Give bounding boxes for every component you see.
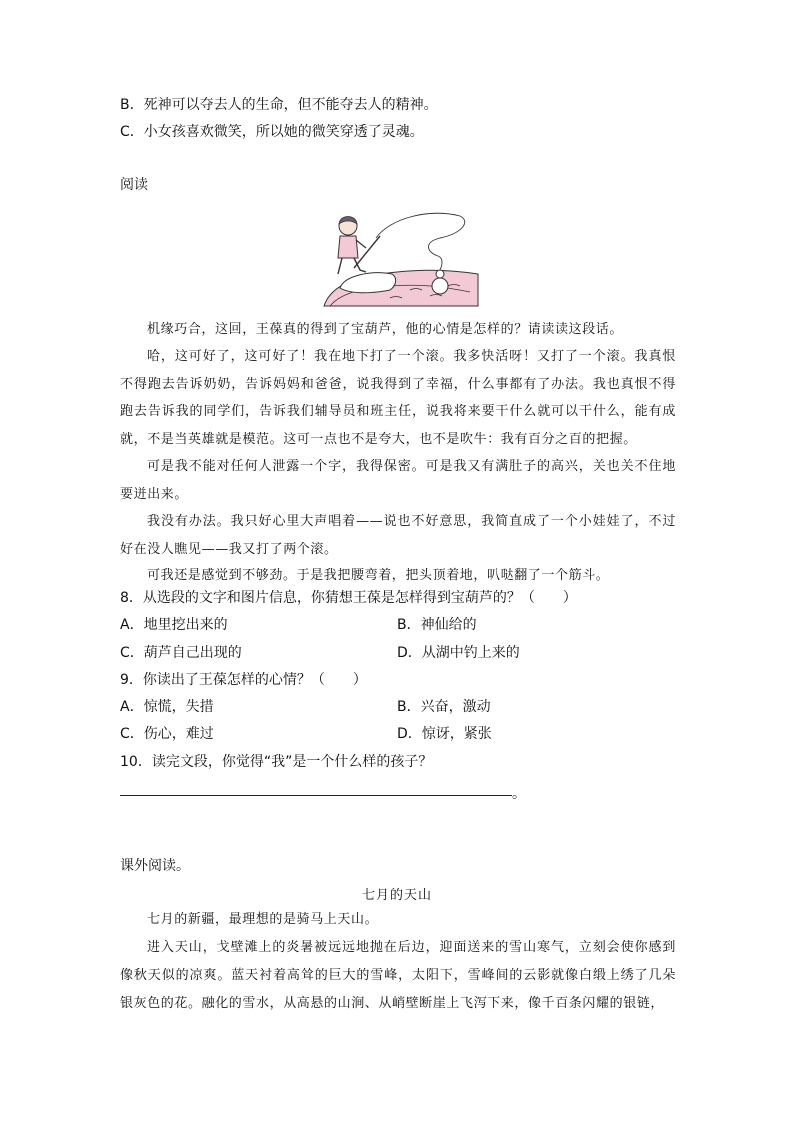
question-9-option-b: B．兴奋，激动 (397, 699, 491, 715)
passage-intro: 机缘巧合，这回，王葆真的得到了宝葫芦，他的心情是怎样的？请读读这段话。 (147, 322, 624, 337)
question-10-answer-line[interactable] (120, 795, 512, 796)
section-label-extracurricular: 课外阅读。 (120, 858, 190, 874)
article-paragraph-2: 进入天山，戈壁滩上的炎暑被远远地抛在后边，迎面送来的雪山寒气，立刻会使你感到像秋天似的凉爽。蓝天衬着高耸的巨大的雪峰，太阳下，雪峰间的云影就像白缎上绣了几朵银灰色的花。融化的雪水，从高悬的山涧、从峭壁断崖上飞泻下来，像千百条闪耀的银链， (120, 940, 676, 1011)
question-8-option-d: D．从湖中钓上来的 (397, 645, 520, 661)
passage-paragraph-3: 我没有办法。我只好心里大声唱着——说也不好意思，我简直成了一个小娃娃了，不过好在没人瞧见——我又打了两个滚。 (120, 514, 676, 557)
section-label-reading: 阅读 (120, 177, 148, 193)
question-8-option-b: B．神仙给的 (397, 617, 477, 633)
article-paragraph-1: 七月的新疆，最理想的是骑马上天山。 (147, 912, 379, 927)
boy-fishing-gourd-illustration (320, 208, 480, 310)
question-9-option-d: D．惊讶，紧张 (397, 726, 492, 742)
option-c-prev: C．小女孩喜欢微笑，所以她的微笑穿透了灵魂。 (120, 124, 424, 140)
question-9-option-a: A．惊慌，失措 (120, 699, 214, 715)
question-10-stem: 10．读完文段，你觉得“我”是一个什么样的孩子？ (120, 754, 433, 770)
question-8-option-c: C．葫芦自己出现的 (120, 645, 242, 661)
option-b-prev: B．死神可以夺去人的生命，但不能夺去人的精神。 (120, 97, 438, 113)
passage-paragraph-1: 哈，这可好了，这可好了！我在地下打了一个滚。我多快活呀！又打了一个滚。我真恨不得跑去告诉奶奶，告诉妈妈和爸爸，说我得到了幸福，什么事都有了办法。我也真恨不得跑去告诉我的同学们，告诉我们辅导员和班主任，说我将来要干什么就可以干什么，能有成就，不是当英雄就是模范。这可一点也不是夸大，也不是吹牛：我有百分之百的把握。 (120, 349, 676, 447)
question-9-option-c: C．伤心，难过 (120, 726, 214, 742)
question-8-option-a: A．地里挖出来的 (120, 617, 228, 633)
question-9-stem: 9．你读出了王葆怎样的心情？（ ） (120, 672, 367, 688)
question-10-end-mark: 。 (512, 786, 526, 802)
passage-paragraph-2: 可是我不能对任何人泄露一个字，我得保密。可是我又有满肚子的高兴，关也关不住地要迸出来。 (120, 459, 676, 502)
question-8-stem: 8．从选段的文字和图片信息，你猜想王葆是怎样得到宝葫芦的？（ ） (120, 590, 577, 606)
passage-paragraph-4: 可我还是感觉到不够劲。于是我把腰弯着，把头顶着地，叭哒翻了一个筋斗。 (147, 568, 610, 583)
article-title: 七月的天山 (361, 888, 432, 903)
